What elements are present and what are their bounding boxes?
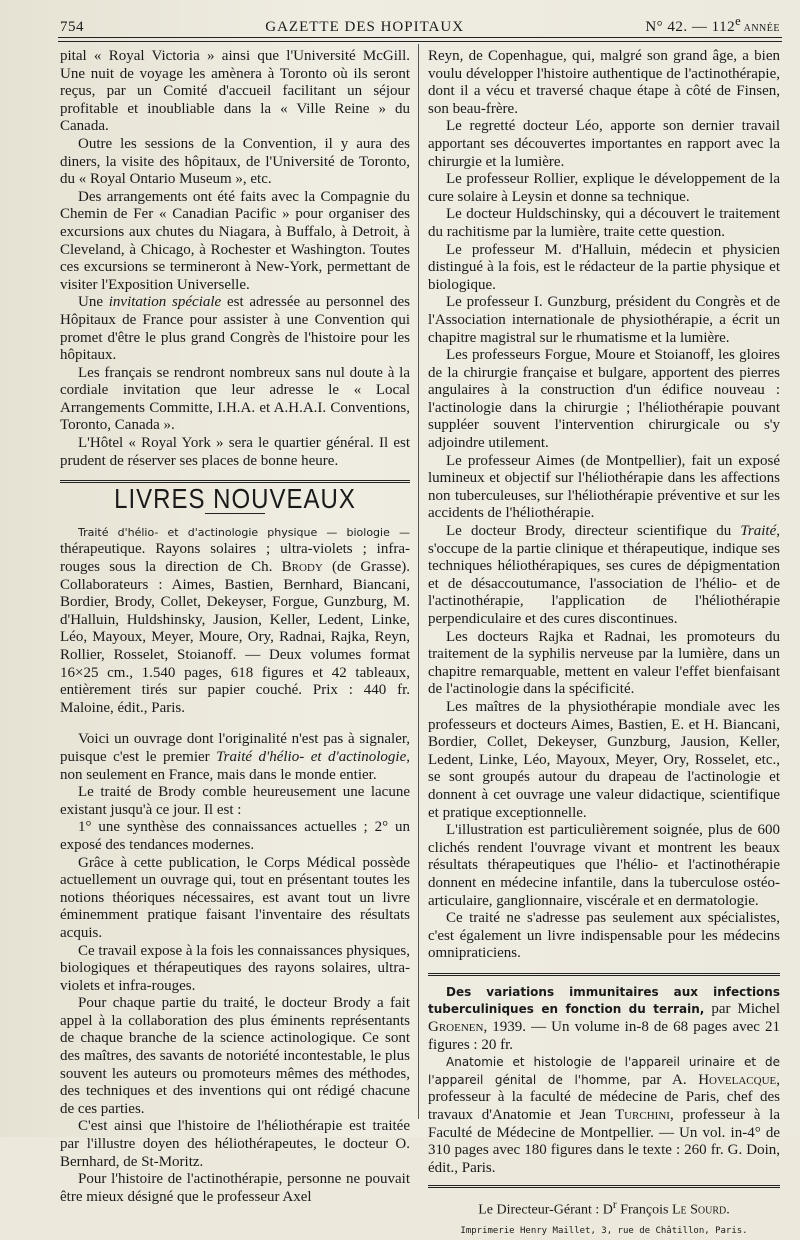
paragraph: Grâce à cette publication, le Corps Médical possède actuellement un ouvrage qui, tout en présentant toutes les notions théoriques nécessaires, est avant tout un livre éminemment pratique faisant l'inventaire des résultats acquis. (60, 854, 410, 941)
paragraph (428, 523, 780, 629)
text-run: par A. (630, 1071, 699, 1088)
header-rule-thin (58, 41, 782, 42)
author-name: Turchini (614, 1107, 670, 1124)
paragraph: Le regretté docteur Léo, apporte son dernier travail apportant ses découvertes importantes en rapport avec la chirurgie et la lumière. (428, 118, 780, 170)
section-rule (428, 973, 780, 976)
director-name: Le Sourd (671, 1203, 727, 1219)
author-name: Brody (281, 559, 323, 576)
paragraph: L'illustration est particulièrement soignée, plus de 600 clichés rendent l'ouvrage vivant et montrent les beaux résultats thérapeutiques que l'hélio- et l'actinothérapie donnent en médecine infantile, dans la tuberculose ostéo-articulaire, ganglionnaire, viscérale et en dermatologie. (428, 822, 780, 909)
column-divider (418, 44, 419, 1119)
paragraph: Le professeur M. d'Halluin, médecin et physicien distingué à la fois, est le rédacteur de la partie physique et biologique. (428, 241, 780, 293)
left-column (60, 48, 410, 1206)
issue-sup: e (735, 14, 742, 28)
paragraph: Le professeur I. Gunzburg, président du Congrès et de l'Association internationale de physiothérapie, a écrit un chapitre magistral sur le rhumatisme et la lumière. (428, 294, 780, 346)
author-name: Groenen (428, 1019, 484, 1036)
right-column (428, 48, 780, 1240)
header-rule (58, 37, 782, 38)
paragraph: L'Hôtel « Royal York » sera le quartier général. Il est prudent de réserver ses places de bonne heure. (60, 435, 410, 469)
spacer (60, 717, 410, 731)
book-title: Traité d'hélio- et d'actinologie physique — biologie — (78, 525, 410, 539)
paragraph: Les maîtres de la physiothérapie mondiale avec les professeurs et docteurs Aimes, Bastien, E. et H. Biancani, Bordier, Collet, Dekeyser, Gunzburg, Jausion, Keller, Ledent, Linke, Léo, Mayoux, Meyer, Ory, Rosselet, etc., se sont groupés autour du drapeau de l'actinologie et donnent à cet ouvrage une valeur didactique, scientifique et pratique exceptionnelle. (428, 698, 780, 821)
emphasis: invitation spéciale (108, 294, 222, 311)
text-run: Le Directeur-Gérant : D (478, 1203, 613, 1219)
section-rule (60, 480, 410, 483)
book-entry (428, 1054, 780, 1177)
paragraph: 1° une synthèse des connaissances actuelles ; 2° un exposé des tendances modernes. (60, 819, 410, 853)
text-run: (de Grasse). Collaborateurs : Aimes, Bastien, Bernhard, Biancani, Bordier, Brody, Collet, Dekeyser, Forgue, Gunzburg, M. d'Halluin, Huldshinsky, Jausion, Keller, Ledent, Linke, Léo, Mayoux, Meyer, Moure, Ory, Radnai, Rajka, Reyn, Rollier, Rosselet, Stoianoff. — Deux volumes format 16×25 cm., 1.540 pages, 618 figures et 42 tableaux, entièrement tirés sur papier couché. Prix : 440 fr. Maloine, édit., Paris. (60, 559, 410, 716)
text-run: Voici un ouvrage dont l'originalité n'est pas à signaler, puisque c'est le premier (60, 731, 410, 765)
text-run: , non seulement en France, mais dans le monde entier. (60, 748, 410, 783)
paragraph: Les français se rendront nombreux sans nul doute à la cordiale invitation que leur adresse le « Local Arrangements Committe, I.H.A. et A.H.A.I. Conventions, Toronto, Canada ». (60, 364, 410, 434)
issue-number (645, 14, 780, 36)
paragraph (60, 294, 410, 364)
book-title: Anatomie et histologie de l'appareil urinaire et de l'appareil génital de l'homme, (428, 1055, 780, 1087)
sup: r (612, 1198, 617, 1212)
issue-text: N° 42. — 112 (645, 19, 736, 35)
paragraph: Le professeur Rollier, explique le développement de la cure solaire à Leysin et donne sa technique. (428, 171, 780, 205)
director-line (428, 1196, 780, 1219)
book-title: Des variations immunitaires aux infections tuberculiniques en fonction du terrain, (428, 984, 780, 1017)
book-entry (428, 984, 780, 1054)
text-run: Une (78, 294, 109, 311)
paragraph: Reyn, de Copenhague, qui, malgré son grand âge, a bien voulu développer l'histoire authentique de l'actinothérapie, dont il a vécu et traversé chaque étape à côté de Finsen, son beau-frère. (428, 48, 780, 117)
paragraph (60, 731, 410, 784)
text-run: par Michel (704, 1001, 781, 1018)
paragraph: Outre les sessions de la Convention, il y aura des diners, la visite des hôpitaux, de l'Université de Toronto, du « Royal Ontario Museum », etc. (60, 135, 410, 188)
text-run: est adressée au personnel des Hôpitaux de France pour assister à une Convention qui promet d'être le plus grand Congrès de l'histoire pour les hôpitaux. (60, 294, 410, 364)
paragraph: Pour chaque partie du traité, le docteur Brody a fait appel à la collaboration des plus éminents représentants de chaque branche de la science actinologique. Ce sont des maîtres, des savants de notoriété incontestable, le plus souvent les auteurs ou promoteurs mêmes des méthodes, des techniques et des inventions qui ont rédigé chacune de ces parties. (60, 995, 410, 1117)
paragraph: Ce traité ne s'adresse pas seulement aux spécialistes, c'est également un livre indispensable pour les médecins omnipraticiens. (428, 910, 780, 962)
emphasis: Traité (740, 523, 777, 540)
text-run: , professeur à la Faculté de Médecine de Montpellier. — Un vol. in-4° de 310 pages avec 180 figures dans le texte : 260 fr. G. Doin, édit., Paris. (428, 1107, 780, 1176)
text-run: François (616, 1203, 672, 1219)
printer-line: Imprimerie Henry Maillet, 3, rue de Châtillon, Paris. (460, 1225, 748, 1236)
page-number: 754 (60, 19, 84, 35)
paragraph: Le docteur Huldschinsky, qui a découvert le traitement du rachitisme par la lumière, traite cette question. (428, 206, 780, 240)
text-run: , 1939. — Un volume in-8 de 68 pages avec 21 figures : 20 fr. (428, 1019, 780, 1053)
journal-title: GAZETTE DES HOPITAUX (265, 19, 465, 35)
text-run: thérapeutique. Rayons solaires ; ultra-violets ; infra-rouges sous la direction de Ch. (60, 541, 410, 576)
issue-year: ANNÉE (741, 23, 780, 34)
text-run: , s'occupe de la partie clinique et thérapeutique, indique ses techniques héliothérapiques, ses cures de dépigmentation et de désaccoutumance, l'association de l'hélio- et de l'actinothérapie, l'application de l'héliothérapie perpendiculaire et des cures discontinues. (428, 523, 780, 627)
book-entry (60, 524, 410, 718)
text-run: Le docteur Brody, directeur scientifique du (446, 523, 741, 540)
paragraph: Le professeur Aimes (de Montpellier), fait un exposé lumineux et objectif sur l'héliothérapie dans les affections non tuberculeuses, sur l'héliothérapie préventive et sur les accidents de l'héliothérapie. (428, 452, 780, 522)
paragraph: Les docteurs Rajka et Radnai, les promoteurs du traitement de la syphilis nerveuse par la lumière, dans un chapitre remarquable, mettent en valeur l'effet bienfaisant de l'actinologie dans la spécificité. (428, 628, 780, 698)
paragraph: pital « Royal Victoria » ainsi que l'Université McGill. Une nuit de voyage les amènera à Toronto où ils seront reçus, par un Comité d'accueil facilitant un séjour profitable et inoubliable dans la « Ville Reine » du Canada. (60, 48, 410, 135)
text-run: , professeur à la faculté de médecine de Paris, chef des travaux d'Anatomie et Jean (428, 1071, 780, 1124)
text-run: . (726, 1203, 730, 1219)
paragraph: Le traité de Brody comble heureusement une lacune existant jusqu'à ce jour. Il est : (60, 784, 410, 818)
author-name: Hovelacque (698, 1071, 777, 1088)
paragraph: Pour l'histoire de l'actinothérapie, personne ne pouvait être mieux désigné que le professeur Axel (60, 1171, 410, 1205)
paragraph: C'est ainsi que l'histoire de l'héliothérapie est traitée par l'illustre doyen des héliothérapeutes, le docteur O. Bernhard, de St-Moritz. (60, 1118, 410, 1170)
paragraph: Les professeurs Forgue, Moure et Stoianoff, les gloires de la chirurgie française et bulgare, apportent des pierres angulaires à la construction d'un édifice nouveau : l'actinologie dans la chirurgie ; l'héliothérapie pouvant suppléer souvent l'intervention chirurgicale ou s'y adjoindre utilement. (428, 347, 780, 452)
emphasis: Traité d'hélio- et d'actinologie (216, 748, 407, 765)
paragraph: Ce travail expose à la fois les connaissances physiques, biologiques et thérapeutiques des rayons solaires, ultra-violets et infra-rouges. (60, 942, 410, 994)
paragraph: Des arrangements ont été faits avec la Compagnie du Chemin de Fer « Canadian Pacific » pour organiser des excursions aux chutes du Niagara, à Buffalo, à Detroit, à Cleveland, à Chicago, à Rochester et Washington. Toutes ces excursions se termineront à New-York, permettant de visiter l'Exposition Universelle. (60, 188, 410, 293)
section-title: LIVRES NOUVEAUX (114, 484, 356, 516)
section-rule (428, 1185, 780, 1188)
